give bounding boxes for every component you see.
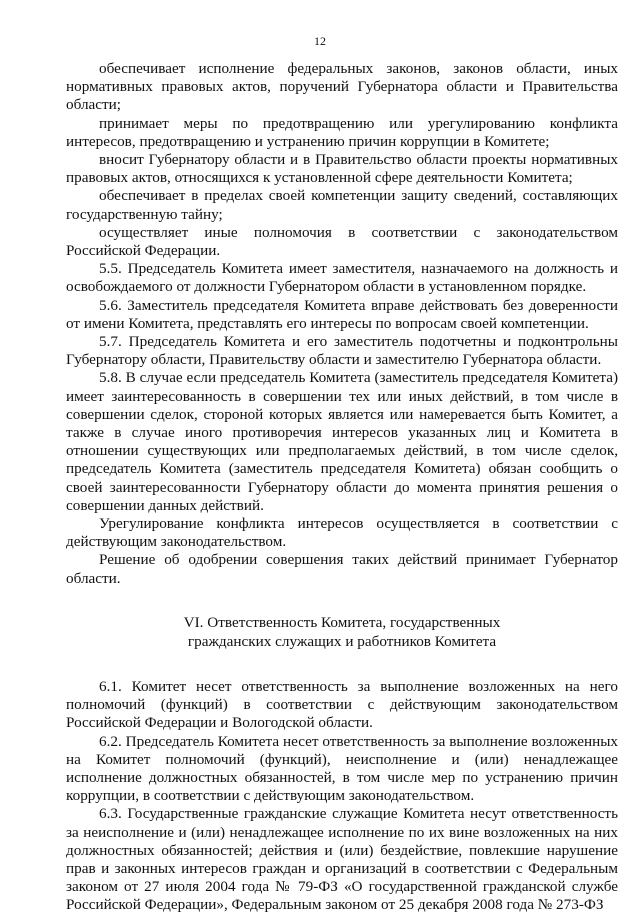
paragraph-state-secret: обеспечивает в пределах своей компетенции защиту сведений, составляющих государственную тайну; xyxy=(66,187,618,223)
paragraph-5-6: 5.6. Заместитель председателя Комитета вправе действовать без доверенности от имени Комитета, представлять его интересы по вопросам своей компетенции. xyxy=(66,296,618,332)
paragraph-5-5: 5.5. Председатель Комитета имеет заместителя, назначаемого на должность и освобождаемого от должности Губернатором области в установленном порядке. xyxy=(66,260,618,296)
paragraph-6-1: 6.1. Комитет несет ответственность за выполнение возложенных на него полномочий (функций) в соответствии с действующим законодательством Российской Федерации и Вологодской области. xyxy=(66,677,618,732)
paragraph-6-3: 6.3. Государственные гражданские служащие Комитета несут ответственность за неисполнение и (или) ненадлежащее исполнение по их вине возложенных на них должностных обязанностей; действия и (или) бездействие, повлекшие нарушение прав и законных интересов граждан и организаций в соответствии с Федеральным законом от 27 июля 2004 года № 79-ФЗ «О государственной гражданской службе Российской Федерации», Федеральным законом от 25 декабря 2008 года № 273-ФЗ xyxy=(66,805,618,914)
paragraph-5-8: 5.8. В случае если председатель Комитета (заместитель председателя Комитета) имеет заинтересованность в совершении тех или иных действий, в том числе в совершении сделок, стороной которых является или намеревается быть Комитет, а также в случае иного противоречия интересов указанных лиц и Комитета в отношении существующих или предполагаемых действий, в том числе сделок, председатель Комитета (заместитель председателя Комитета) обязан сообщить о своей заинтересованности Губернатору области до момента принятия решения о совершении данных действий. xyxy=(66,369,618,514)
paragraph-duty-execution: обеспечивает исполнение федеральных законов, законов области, иных нормативных правовых актов, поручений Губернатора области и Правительства области; xyxy=(66,60,618,114)
paragraph-conflict-settlement: Урегулирование конфликта интересов осуществляется в соответствии с действующим законодательством. xyxy=(66,515,618,551)
section-heading-line-2: гражданских служащих и работников Комитета xyxy=(187,632,497,650)
paragraph-6-2: 6.2. Председатель Комитета несет ответственность за выполнение возложенных на Комитет полномочий (функций), неисполнение и (или) ненадлежащее исполнение должностных обязанностей, в том числе мер по устранению причин коррупции, в соответствии с действующим законодательством. xyxy=(66,732,618,805)
paragraph-draft-acts: вносит Губернатору области и в Правительство области проекты нормативных правовых актов, относящихся к установленной сфере деятельности Комитета; xyxy=(66,151,618,187)
page-number: 12 xyxy=(314,34,326,48)
paragraph-other-powers: осуществляет иные полномочия в соответствии с законодательством Российской Федерации. xyxy=(66,223,618,260)
paragraph-conflict-measures: принимает меры по предотвращению или урегулированию конфликта интересов, предотвращению и устранению причин коррупции в Комитете; xyxy=(66,114,618,150)
paragraph-approval-decision: Решение об одобрении совершения таких действий принимает Губернатор области. xyxy=(66,551,618,587)
document-body xyxy=(66,60,618,915)
section-heading-line-1: VI. Ответственность Комитета, государственных xyxy=(183,613,501,631)
paragraph-5-7: 5.7. Председатель Комитета и его заместитель подотчетны и подконтрольны Губернатору области, Правительству области и заместителю Губернатора области. xyxy=(66,333,618,369)
section-heading xyxy=(66,613,618,651)
